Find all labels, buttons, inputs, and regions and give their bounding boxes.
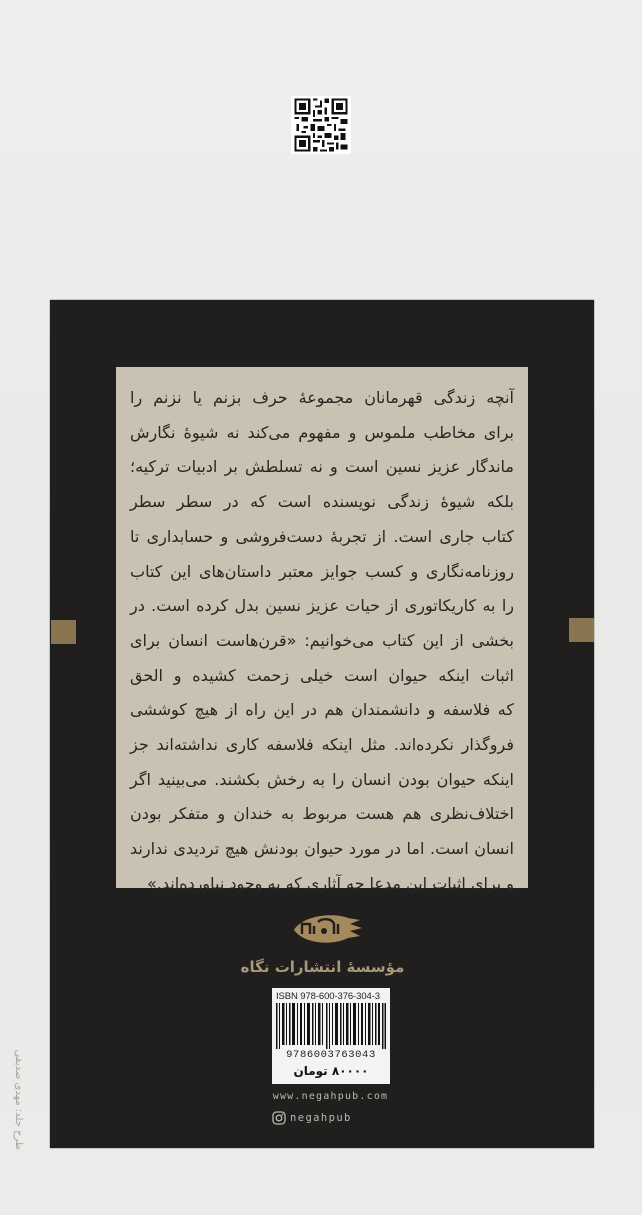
barcode-digits: 9786003763043: [286, 1049, 376, 1061]
gold-marker-left: [51, 620, 76, 644]
blurb-line: برای مخاطب ملموس و مفهوم می‌کند نه شیوهٔ نگارش: [130, 422, 514, 442]
blurb-line: را به کاریکاتوری از حیات عزیز نسین بدل کرده است. در: [130, 596, 514, 616]
blurb-line: و برای اثبات این مدعا چه آثاری که به وجود نیاورده‌اند.»: [147, 873, 514, 893]
isbn-text: ISBN 978-600-376-304-3: [276, 991, 380, 1002]
instagram-handle-text: negahpub: [290, 1112, 352, 1124]
blurb-line: اختلاف‌نظری هم هست مربوط به خندان و متفکر بودن: [130, 804, 514, 824]
blurb-line: آنچه زندگی قهرمانان مجموعهٔ حرف بزنم یا نزنم را: [130, 388, 514, 407]
blurb-line: روزنامه‌نگاری و کسب جوایز معتبر داستان‌های این کتاب: [130, 561, 514, 581]
gold-marker-right: [569, 618, 594, 642]
blurb-box: [116, 367, 528, 893]
blurb-line: که فلاسفه و دانشمندان هم در این راه از هیچ کوششی: [130, 700, 514, 720]
blurb-line: بلکه شیوهٔ زندگی نویسنده است که در سطر سطر: [130, 492, 514, 512]
qr-code-icon[interactable]: [291, 96, 351, 154]
blurb-line: انسان است. اما در مورد حیوان بودنش هیچ تردیدی ندارند: [130, 839, 514, 859]
website-link[interactable]: www.negahpub.com: [272, 1091, 389, 1102]
negah-logo-icon: [288, 910, 363, 950]
instagram-handle[interactable]: [272, 1110, 352, 1126]
blurb-text: [130, 381, 514, 902]
instagram-icon: [272, 1111, 286, 1125]
blurb-line: ماندگار عزیز نسین است و نه تسلطش بر ادبیات ترکیه؛: [130, 457, 514, 477]
cover-designer-credit: طرح جلد: مهدی صدیقی: [13, 1049, 24, 1150]
barcode-label: [272, 988, 390, 1084]
blurb-line: بخشی از این کتاب می‌خوانیم: «قرن‌هاست انسان برای: [130, 630, 514, 650]
blurb-line: اینکه حیوان بودن انسان را به رخش بکشند. می‌بینید اگر: [130, 769, 514, 789]
publisher-name: مؤسسهٔ انتشارات نگاه: [240, 958, 405, 976]
blurb-line: فروگذار نکرده‌اند. مثل اینکه فلاسفه کاری نداشته‌اند جز: [130, 735, 514, 755]
price-label: ۸۰۰۰۰ تومان: [293, 1064, 369, 1078]
barcode-icon: [276, 1003, 386, 1049]
blurb-line: اثبات اینکه حیوان است خیلی زحمت کشیده و الحق: [130, 665, 514, 685]
blurb-line: کتاب جاری است. از تجربهٔ دست‌فروشی و حسابداری تا: [130, 526, 514, 546]
